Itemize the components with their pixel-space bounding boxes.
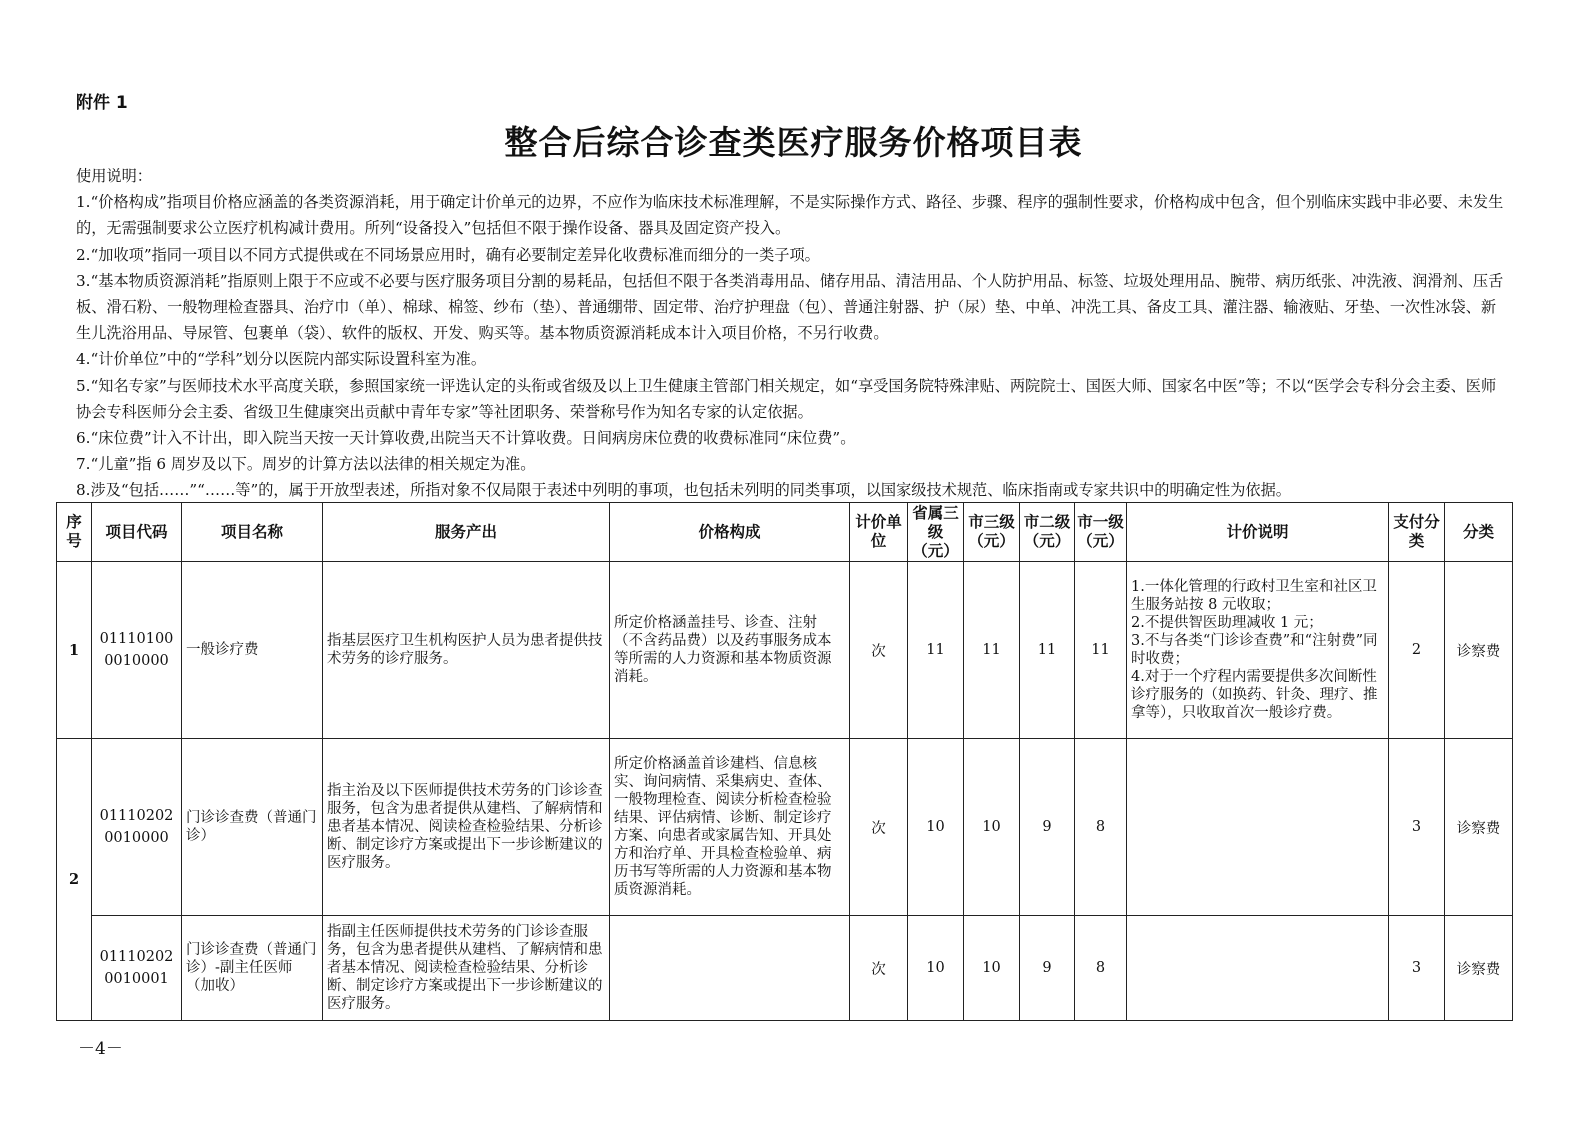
note-item: 5.“知名专家”与医师技术水平高度关联，参照国家统一评选认定的头衔或省级及以上卫生健康主管部门相关规定，如“享受国务院特殊津贴、两院院士、国医大师、国家名中医”等；不以“医学会专科分会主委、医师协会专科医师分会主委、省级卫生健康突出贡献中青年专家”等社团职务、荣誉称号作为知名专家的认定依据。 — [76, 376, 1497, 421]
page-title: 整合后综合诊查类医疗服务价格项目表 — [504, 123, 1083, 162]
cell-price-city2: 9 — [1020, 916, 1075, 1021]
cell-composition: 所定价格涵盖首诊建档、信息核实、询问病情、采集病史、查体、一般物理检查、阅读分析检查检验结果、评估病情、诊断、制定诊疗方案、向患者或家属告知、开具处方和治疗单、开具检查检验单、病历书写等所需的人力资源和基本物质资源消耗。 — [610, 739, 850, 916]
header-composition: 价格构成 — [610, 503, 850, 562]
cell-category: 诊察费 — [1445, 562, 1513, 739]
cell-name: 一般诊疗费 — [182, 562, 323, 739]
cell-composition: 所定价格涵盖挂号、诊查、注射（不含药品费）以及药事服务成本等所需的人力资源和基本物质资源消耗。 — [610, 562, 850, 739]
header-output: 服务产出 — [323, 503, 610, 562]
note-item: 2.“加收项”指同一项目以不同方式提供或在不同场景应用时，确有必要制定差异化收费标准而细分的一类子项。 — [76, 245, 820, 264]
cell-price-provincial: 10 — [908, 739, 964, 916]
header-name: 项目名称 — [182, 503, 323, 562]
cell-code: 01110202 0010001 — [92, 916, 182, 1021]
notes-heading: 使用说明： — [76, 167, 152, 185]
usage-notes — [76, 163, 1506, 504]
header-code: 项目代码 — [92, 503, 182, 562]
cell-payment-class: 3 — [1389, 916, 1445, 1021]
cell-name: 门诊诊查费（普通门诊）-副主任医师（加收） — [182, 916, 323, 1021]
cell-composition — [610, 916, 850, 1021]
cell-payment-class: 3 — [1389, 739, 1445, 916]
cell-category: 诊察费 — [1445, 916, 1513, 1021]
note-item: 3.“基本物质资源消耗”指原则上限于不应或不必要与医疗服务项目分割的易耗品，包括但不限于各类消毒用品、储存用品、清洁用品、个人防护用品、标签、垃圾处理用品、腕带、病历纸张、冲洗液、润滑剂、压舌板、滑石粉、一般物理检查器具、治疗巾（单）、棉球、棉签、纱布（垫）、普通绷带、固定带、治疗护理盘（包）、普通注射器、护（尿）垫、中单、冲洗工具、备皮工具、灌注器、输液贴、牙垫、一次性冰袋、新生儿洗浴用品、导尿管、包裹单（袋）、软件的版权、开发、购买等。基本物质资源消耗成本计入项目价格，不另行收费。 — [76, 271, 1504, 343]
header-seq: 序号 — [57, 503, 92, 562]
cell-seq: 1 — [57, 562, 92, 739]
header-description: 计价说明 — [1127, 503, 1389, 562]
price-items-table — [56, 502, 1513, 1021]
table-row — [57, 562, 1513, 739]
table-row — [57, 916, 1513, 1021]
cell-description: 1.一体化管理的行政村卫生室和社区卫生服务站按 8 元收取； 2.不提供智医助理减收 1 元； 3.不与各类“门诊诊查费”和“注射费”同时收费； 4.对于一个疗程内需要提供多次间断性诊疗服务的（如换药、针灸、理疗、推拿等），只收取首次一般诊疗费。 — [1127, 562, 1389, 739]
cell-seq: 2 — [57, 739, 92, 1021]
cell-price-city3: 11 — [964, 562, 1020, 739]
note-item: 7.“儿童”指 6 周岁及以下。周岁的计算方法以法律的相关规定为准。 — [76, 455, 536, 474]
cell-price-city1: 8 — [1075, 916, 1127, 1021]
cell-price-provincial: 11 — [908, 562, 964, 739]
cell-price-city1: 8 — [1075, 739, 1127, 916]
note-item: 6.“床位费”计入不计出，即入院当天按一天计算收费,出院当天不计算收费。日间病房床位费的收费标准同“床位费”。 — [76, 429, 856, 448]
cell-output: 指副主任医师提供技术劳务的门诊诊查服务，包含为患者提供从建档、了解病情和患者基本情况、阅读检查检验结果、分析诊断、制定诊疗方案或提出下一步诊断建议的医疗服务。 — [323, 916, 610, 1021]
cell-payment-class: 2 — [1389, 562, 1445, 739]
note-item: 1.“价格构成”指项目价格应涵盖的各类资源消耗，用于确定计价单元的边界，不应作为临床技术标准理解，不是实际操作方式、路径、步骤、程序的强制性要求，价格构成中包含，但个别临床实践中非必要、未发生的，无需强制要求公立医疗机构减计费用。所列“设备投入”包括但不限于操作设备、器具及固定资产投入。 — [76, 193, 1504, 238]
note-item: 4.“计价单位”中的“学科”划分以医院内部实际设置科室为准。 — [76, 350, 487, 369]
cell-output: 指主治及以下医师提供技术劳务的门诊诊查服务，包含为患者提供从建档、了解病情和患者基本情况、阅读检查检验结果、分析诊断、制定诊疗方案或提出下一步诊断建议的医疗服务。 — [323, 739, 610, 916]
cell-unit: 次 — [850, 562, 908, 739]
header-price-city3: 市三级（元） — [964, 503, 1020, 562]
cell-description — [1127, 916, 1389, 1021]
cell-price-city3: 10 — [964, 916, 1020, 1021]
cell-price-city3: 10 — [964, 739, 1020, 916]
cell-price-city2: 11 — [1020, 562, 1075, 739]
page-number: －4－ — [78, 1039, 123, 1059]
cell-description — [1127, 739, 1389, 916]
cell-name: 门诊诊查费（普通门诊） — [182, 739, 323, 916]
cell-category: 诊察费 — [1445, 739, 1513, 916]
header-price-provincial: 省属三级（元） — [908, 503, 964, 562]
cell-price-city1: 11 — [1075, 562, 1127, 739]
cell-unit: 次 — [850, 916, 908, 1021]
note-item: 8.涉及“包括……”“……等”的，属于开放型表述，所指对象不仅局限于表述中列明的事项，也包括未列明的同类事项，以国家级技术规范、临床指南或专家共识中的明确定性为依据。 — [76, 481, 1291, 500]
header-category: 分类 — [1445, 503, 1513, 562]
cell-price-provincial: 10 — [908, 916, 964, 1021]
cell-unit: 次 — [850, 739, 908, 916]
header-unit: 计价单位 — [850, 503, 908, 562]
header-payment-class: 支付分类 — [1389, 503, 1445, 562]
header-price-city1: 市一级（元） — [1075, 503, 1127, 562]
attachment-label: 附件 1 — [76, 93, 128, 113]
cell-price-city2: 9 — [1020, 739, 1075, 916]
header-price-city2: 市二级（元） — [1020, 503, 1075, 562]
cell-code: 01110100 0010000 — [92, 562, 182, 739]
table-header-row — [57, 503, 1513, 562]
cell-code: 01110202 0010000 — [92, 739, 182, 916]
cell-output: 指基层医疗卫生机构医护人员为患者提供技术劳务的诊疗服务。 — [323, 562, 610, 739]
table-row — [57, 739, 1513, 916]
